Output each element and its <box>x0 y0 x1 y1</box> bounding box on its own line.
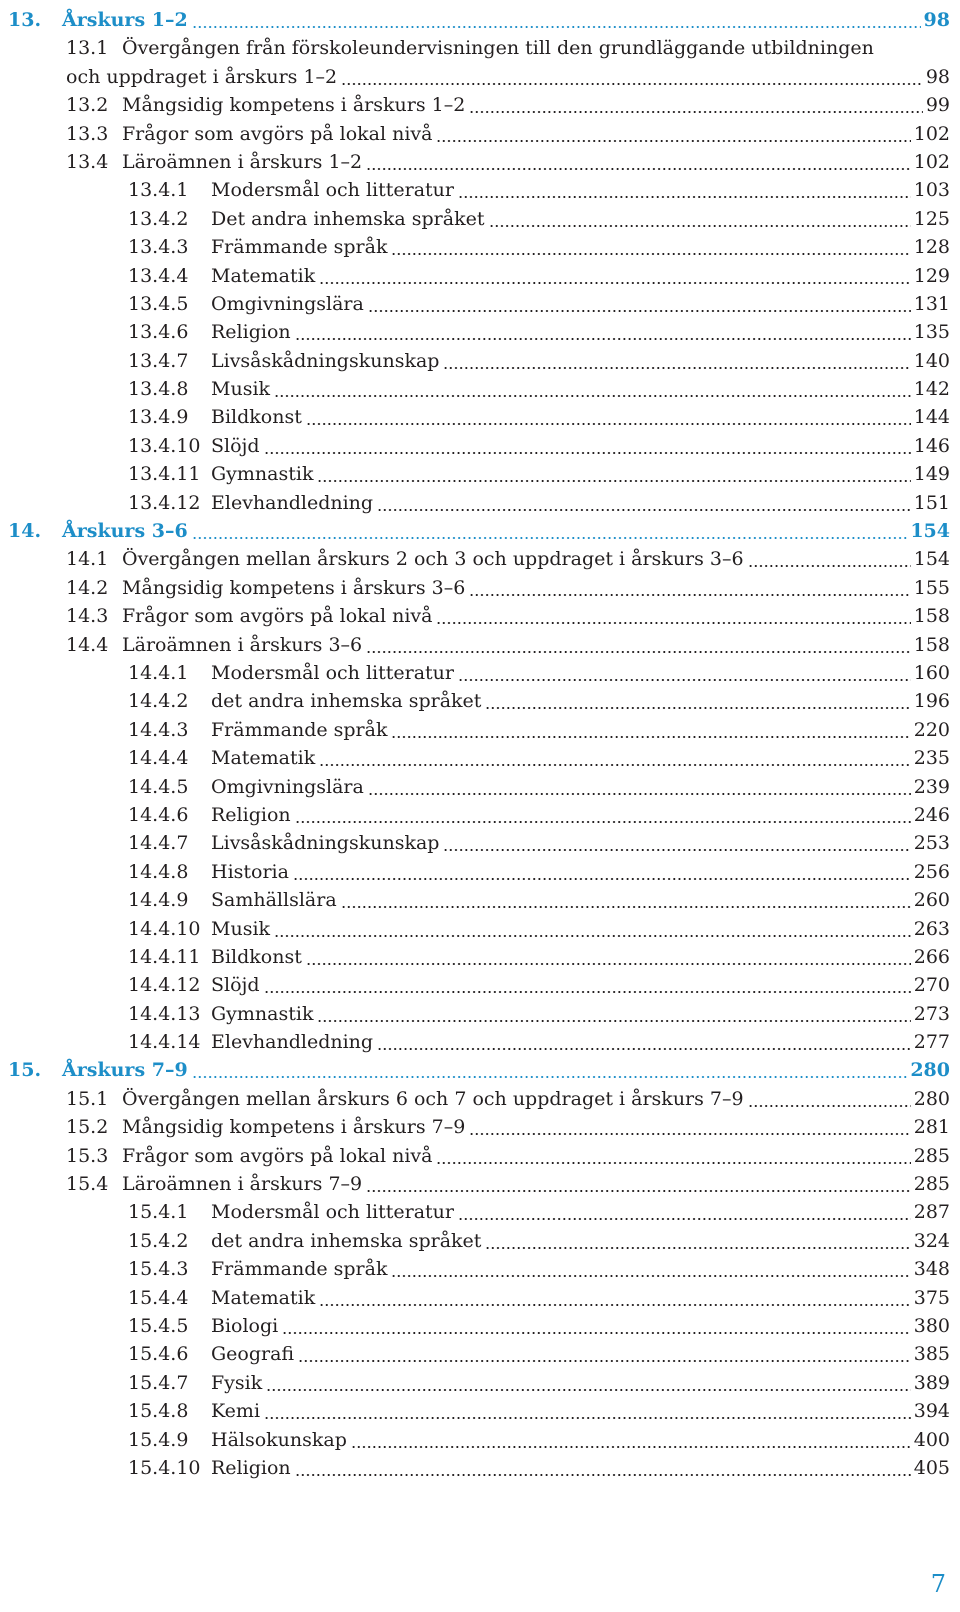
toc-entry[interactable] <box>0 858 960 886</box>
toc-entry-page: 400 <box>913 1428 950 1451</box>
dot-leader <box>469 1113 910 1141</box>
toc-entry-title: Läroämnen i årskurs 1–2 <box>122 150 363 173</box>
toc-entry-page: 280 <box>913 1087 950 1110</box>
toc-entry[interactable] <box>0 1142 960 1170</box>
toc-entry[interactable] <box>0 1284 960 1312</box>
toc-entry-number: 15.4.9 <box>128 1428 189 1451</box>
dot-leader <box>368 290 911 318</box>
toc-entry-page: 158 <box>913 633 950 656</box>
dot-leader <box>489 205 911 233</box>
toc-entry-page: 281 <box>913 1116 950 1139</box>
dot-leader <box>469 574 910 602</box>
toc-entry-number: 15.4.3 <box>128 1258 189 1281</box>
toc-entry-title: Fysik <box>211 1371 263 1394</box>
toc-entry[interactable] <box>0 1000 960 1028</box>
toc-entry-page: 246 <box>913 803 950 826</box>
dot-leader <box>366 148 911 176</box>
toc-entry-title: Årskurs 7–9 <box>62 1059 188 1082</box>
toc-entry[interactable] <box>0 1312 960 1340</box>
toc-entry-page: 380 <box>913 1314 950 1337</box>
toc-entry-number: 15.4.10 <box>128 1456 201 1479</box>
toc-entry-page: 260 <box>913 889 950 912</box>
toc-entry-title: Slöjd <box>211 434 260 457</box>
toc-entry-number: 14.3 <box>66 605 109 628</box>
toc-entry-title: det andra inhemska språket <box>211 690 482 713</box>
toc-entry[interactable] <box>0 489 960 517</box>
toc-entry[interactable] <box>0 347 960 375</box>
toc-entry[interactable] <box>0 1198 960 1226</box>
toc-entry-title: Matematik <box>211 1286 316 1309</box>
toc-entry-number: 14.4.6 <box>128 803 189 826</box>
toc-entry[interactable] <box>0 1369 960 1397</box>
toc-entry-number: 13.4.2 <box>128 207 189 230</box>
toc-entry-number: 14.1 <box>66 548 109 571</box>
toc-chapter-entry[interactable] <box>0 517 960 545</box>
toc-entry-title: Musik <box>211 917 271 940</box>
dot-leader <box>282 1312 911 1340</box>
toc-entry[interactable] <box>0 659 960 687</box>
toc-entry[interactable] <box>0 687 960 715</box>
toc-entry-page: 102 <box>913 150 950 173</box>
page-number: 7 <box>930 1570 946 1598</box>
toc-entry-title: Elevhandledning <box>211 1031 374 1054</box>
toc-entry-title: Mångsidig kompetens i årskurs 1–2 <box>122 94 466 117</box>
dot-leader <box>458 176 911 204</box>
toc-entry[interactable] <box>0 262 960 290</box>
toc-entry-title: Modersmål och litteratur <box>211 1201 454 1224</box>
dot-leader <box>317 460 910 488</box>
dot-leader <box>443 347 910 375</box>
toc-entry-number: 13.2 <box>66 94 109 117</box>
toc-entry-number: 14.4 <box>66 633 109 656</box>
toc-entry-page: 140 <box>913 349 950 372</box>
toc-entry-number: 13.4.10 <box>128 434 201 457</box>
toc-entry-number: 14.4.8 <box>128 860 189 883</box>
dot-leader <box>469 91 923 119</box>
toc-entry[interactable] <box>0 233 960 261</box>
toc-entry-page: 131 <box>913 292 950 315</box>
toc-entry-number: 14.4.7 <box>128 832 189 855</box>
dot-leader <box>298 1340 911 1368</box>
toc-entry-title: Gymnastik <box>211 463 314 486</box>
toc-entry-number: 14.4.13 <box>128 1002 201 1025</box>
toc-entry-title: Livsåskådningskunskap <box>211 832 440 855</box>
toc-entry[interactable] <box>0 120 960 148</box>
toc-entry-title: Musik <box>211 378 271 401</box>
toc-entry-page: 103 <box>913 179 950 202</box>
dot-leader <box>274 915 911 943</box>
toc-entry-title: Kemi <box>211 1400 261 1423</box>
toc-entry[interactable] <box>0 915 960 943</box>
toc-entry-number: 13.3 <box>66 122 109 145</box>
toc-entry-title: Frågor som avgörs på lokal nivå <box>122 122 433 145</box>
toc-entry[interactable] <box>0 744 960 772</box>
toc-entry[interactable] <box>0 1340 960 1368</box>
toc-entry-title: Omgivningslära <box>211 292 364 315</box>
toc-entry-page: 154 <box>910 520 950 543</box>
toc-entry-number: 13.1 <box>66 37 109 60</box>
toc-entry-page: 149 <box>913 463 950 486</box>
toc-entry-number: 13.4.4 <box>128 264 189 287</box>
dot-leader <box>377 489 911 517</box>
toc-entry-page: 273 <box>913 1002 950 1025</box>
toc-entry-title: Övergången mellan årskurs 2 och 3 och uppdraget i årskurs 3–6 <box>122 548 744 571</box>
dot-leader <box>192 6 921 34</box>
toc-entry-title: Frågor som avgörs på lokal nivå <box>122 1144 433 1167</box>
toc-entry-page: 155 <box>913 576 950 599</box>
toc-entry-page: 285 <box>913 1173 950 1196</box>
toc-entry-title: Mångsidig kompetens i årskurs 7–9 <box>122 1116 466 1139</box>
toc-entry-number: 15.4.8 <box>128 1400 189 1423</box>
toc-entry-title: det andra inhemska språket <box>211 1229 482 1252</box>
toc-entry-title: Religion <box>211 803 291 826</box>
dot-leader <box>264 432 911 460</box>
toc-entry-title: Frågor som avgörs på lokal nivå <box>122 605 433 628</box>
toc-entry-number: 15. <box>8 1059 42 1082</box>
toc-entry[interactable] <box>0 1170 960 1198</box>
toc-entry-title: Slöjd <box>211 974 260 997</box>
toc-entry-page: 154 <box>913 548 950 571</box>
toc-entry-page: 144 <box>913 406 950 429</box>
toc-entry-number: 15.4.5 <box>128 1314 189 1337</box>
toc-entry-page: 98 <box>925 65 950 88</box>
toc-chapter-entry[interactable] <box>0 1056 960 1084</box>
toc-entry-title: Årskurs 3–6 <box>62 520 188 543</box>
toc-entry-number: 15.1 <box>66 1087 109 1110</box>
toc-entry-page: 151 <box>913 491 950 514</box>
toc-entry-page: 99 <box>925 94 950 117</box>
dot-leader <box>319 262 911 290</box>
toc-entry[interactable] <box>0 375 960 403</box>
dot-leader <box>391 716 910 744</box>
toc-entry-title: Övergången mellan årskurs 6 och 7 och uppdraget i årskurs 7–9 <box>122 1087 744 1110</box>
toc-entry-number: 15.4.1 <box>128 1201 189 1224</box>
toc-entry-number: 14.4.11 <box>128 945 201 968</box>
toc-entry[interactable] <box>0 1113 960 1141</box>
toc-entry[interactable] <box>0 34 960 62</box>
dot-leader <box>748 1085 911 1113</box>
toc-entry-number: 13.4.8 <box>128 378 189 401</box>
dot-leader <box>391 1255 910 1283</box>
toc-entry-page: 263 <box>913 917 950 940</box>
toc-entry-number: 14.4.1 <box>128 661 189 684</box>
toc-entry[interactable] <box>0 1028 960 1056</box>
dot-leader <box>341 63 923 91</box>
toc-entry-number: 14.2 <box>66 576 109 599</box>
toc-entry-title: Bildkonst <box>211 406 302 429</box>
dot-leader <box>436 602 910 630</box>
toc-entry-title: Gymnastik <box>211 1002 314 1025</box>
toc-entry-title: Modersmål och litteratur <box>211 661 454 684</box>
dot-leader <box>264 1397 911 1425</box>
toc-entry-title: Det andra inhemska språket <box>211 207 485 230</box>
toc-entry-title: Religion <box>211 321 291 344</box>
toc-entry-number: 14.4.3 <box>128 718 189 741</box>
toc-entry-number: 15.4.2 <box>128 1229 189 1252</box>
dot-leader <box>192 1056 908 1084</box>
toc-entry-page: 125 <box>913 207 950 230</box>
toc-entry[interactable] <box>0 432 960 460</box>
toc-entry-page: 324 <box>913 1229 950 1252</box>
toc-entry-number: 14.4.10 <box>128 917 201 940</box>
toc-entry-page: 348 <box>913 1258 950 1281</box>
toc-entry-title: och uppdraget i årskurs 1–2 <box>66 65 338 88</box>
toc-entry[interactable] <box>0 574 960 602</box>
toc-entry-page: 146 <box>913 434 950 457</box>
dot-leader <box>351 1426 911 1454</box>
toc-entry-number: 14.4.5 <box>128 775 189 798</box>
dot-leader <box>306 943 911 971</box>
dot-leader <box>295 801 911 829</box>
toc-entry-number: 15.4.4 <box>128 1286 189 1309</box>
toc-entry-number: 14.4.4 <box>128 747 189 770</box>
dot-leader <box>443 829 910 857</box>
toc-entry-title: Historia <box>211 860 289 883</box>
toc-entry-title: Livsåskådningskunskap <box>211 349 440 372</box>
toc-entry-title: Främmande språk <box>211 718 388 741</box>
toc-entry-title: Geografi <box>211 1343 295 1366</box>
toc-entry-number: 13.4.12 <box>128 491 201 514</box>
toc-entry[interactable] <box>0 1397 960 1425</box>
dot-leader <box>264 971 911 999</box>
toc-entry[interactable] <box>0 716 960 744</box>
toc-entry-page: 129 <box>913 264 950 287</box>
toc-entry-page: 220 <box>913 718 950 741</box>
dot-leader <box>319 1284 911 1312</box>
toc-entry-page: 235 <box>913 747 950 770</box>
toc-entry[interactable] <box>0 1454 960 1482</box>
toc-entry[interactable] <box>0 318 960 346</box>
toc-entry[interactable] <box>0 943 960 971</box>
toc-entry-title: Hälsokunskap <box>211 1428 347 1451</box>
toc-entry-page: 277 <box>913 1031 950 1054</box>
toc-entry[interactable] <box>0 91 960 119</box>
toc-entry-page: 128 <box>913 236 950 259</box>
toc-entry-page: 375 <box>913 1286 950 1309</box>
toc-entry[interactable] <box>0 971 960 999</box>
toc-entry-title: Bildkonst <box>211 945 302 968</box>
toc-entry-title: Modersmål och litteratur <box>211 179 454 202</box>
toc-entry-page: 196 <box>913 690 950 713</box>
toc-entry-number: 14.4.9 <box>128 889 189 912</box>
toc-entry[interactable] <box>0 1085 960 1113</box>
toc-entry-number: 14.4.14 <box>128 1031 201 1054</box>
dot-leader <box>274 375 911 403</box>
toc-entry-number: 13.4.7 <box>128 349 189 372</box>
toc-entry[interactable] <box>0 801 960 829</box>
toc-entry-page: 160 <box>913 661 950 684</box>
toc-entry-number: 13. <box>8 9 42 31</box>
toc-entry-page: 287 <box>913 1201 950 1224</box>
dot-leader <box>391 233 910 261</box>
toc-entry-page: 253 <box>913 832 950 855</box>
toc-entry-number: 15.4.7 <box>128 1371 189 1394</box>
toc-entry-number: 14. <box>8 520 42 543</box>
toc-chapter-entry[interactable] <box>0 6 960 34</box>
toc-entry-title: Främmande språk <box>211 1258 388 1281</box>
toc-entry-page: 266 <box>913 945 950 968</box>
dot-leader <box>366 631 911 659</box>
toc-entry-page: 385 <box>913 1343 950 1366</box>
toc-entry-number: 15.4.6 <box>128 1343 189 1366</box>
toc-entry-number: 15.2 <box>66 1116 109 1139</box>
dot-leader <box>485 687 910 715</box>
dot-leader <box>458 659 911 687</box>
toc-entry-title: Biologi <box>211 1314 279 1337</box>
toc-entry-title: Övergången från förskoleundervisningen till den grundläggande utbildningen <box>122 37 874 60</box>
dot-leader <box>748 545 911 573</box>
toc-entry-number: 13.4 <box>66 150 109 173</box>
toc-entry-page: 405 <box>913 1456 950 1479</box>
dot-leader <box>306 403 911 431</box>
toc-entry-title: Läroämnen i årskurs 3–6 <box>122 633 363 656</box>
toc-entry-number: 13.4.9 <box>128 406 189 429</box>
table-of-contents <box>0 6 960 1482</box>
toc-entry-page: 102 <box>913 122 950 145</box>
toc-entry-title: Mångsidig kompetens i årskurs 3–6 <box>122 576 466 599</box>
toc-entry-page: 239 <box>913 775 950 798</box>
toc-entry[interactable] <box>0 1255 960 1283</box>
toc-entry-number: 13.4.11 <box>128 463 201 486</box>
toc-entry-title: Läroämnen i årskurs 7–9 <box>122 1173 363 1196</box>
toc-entry[interactable] <box>0 63 960 91</box>
dot-leader <box>368 773 911 801</box>
toc-entry[interactable] <box>0 545 960 573</box>
dot-leader <box>436 1142 910 1170</box>
toc-entry[interactable] <box>0 886 960 914</box>
toc-entry-title: Religion <box>211 1456 291 1479</box>
toc-entry-page: 389 <box>913 1371 950 1394</box>
toc-entry-title: Årskurs 1–2 <box>62 9 188 31</box>
toc-entry-number: 13.4.5 <box>128 292 189 315</box>
toc-entry-page: 394 <box>913 1400 950 1423</box>
dot-leader <box>266 1369 910 1397</box>
toc-entry-title: Omgivningslära <box>211 775 364 798</box>
toc-entry[interactable] <box>0 829 960 857</box>
toc-entry[interactable] <box>0 176 960 204</box>
toc-entry-page: 256 <box>913 860 950 883</box>
toc-entry[interactable] <box>0 403 960 431</box>
toc-entry-page: 142 <box>913 378 950 401</box>
toc-entry[interactable] <box>0 205 960 233</box>
toc-entry-number: 14.4.2 <box>128 690 189 713</box>
toc-entry-title: Matematik <box>211 747 316 770</box>
dot-leader <box>319 744 911 772</box>
dot-leader <box>295 318 911 346</box>
toc-entry-number: 15.3 <box>66 1144 109 1167</box>
toc-entry[interactable] <box>0 148 960 176</box>
toc-entry-page: 158 <box>913 605 950 628</box>
toc-entry[interactable] <box>0 290 960 318</box>
toc-entry-title: Samhällslära <box>211 889 337 912</box>
toc-entry-number: 13.4.6 <box>128 321 189 344</box>
toc-entry-number: 13.4.1 <box>128 179 189 202</box>
toc-entry-number: 15.4 <box>66 1173 109 1196</box>
toc-entry-title: Matematik <box>211 264 316 287</box>
dot-leader <box>458 1198 911 1226</box>
dot-leader <box>317 1000 910 1028</box>
dot-leader <box>366 1170 911 1198</box>
dot-leader <box>436 120 910 148</box>
toc-entry[interactable] <box>0 602 960 630</box>
toc-entry-number: 13.4.3 <box>128 236 189 259</box>
toc-entry-page: 270 <box>913 974 950 997</box>
toc-entry[interactable] <box>0 1227 960 1255</box>
dot-leader <box>293 858 911 886</box>
toc-entry-page: 135 <box>913 321 950 344</box>
dot-leader <box>485 1227 910 1255</box>
dot-leader <box>192 517 908 545</box>
toc-entry[interactable] <box>0 1426 960 1454</box>
toc-entry-page: 98 <box>923 9 950 31</box>
toc-entry[interactable] <box>0 460 960 488</box>
toc-entry[interactable] <box>0 773 960 801</box>
toc-entry-title: Elevhandledning <box>211 491 374 514</box>
toc-entry-number: 14.4.12 <box>128 974 201 997</box>
toc-entry[interactable] <box>0 631 960 659</box>
dot-leader <box>341 886 911 914</box>
toc-entry-page: 280 <box>910 1059 950 1082</box>
toc-entry-title: Främmande språk <box>211 236 388 259</box>
dot-leader <box>295 1454 911 1482</box>
toc-entry-page: 285 <box>913 1144 950 1167</box>
dot-leader <box>377 1028 911 1056</box>
